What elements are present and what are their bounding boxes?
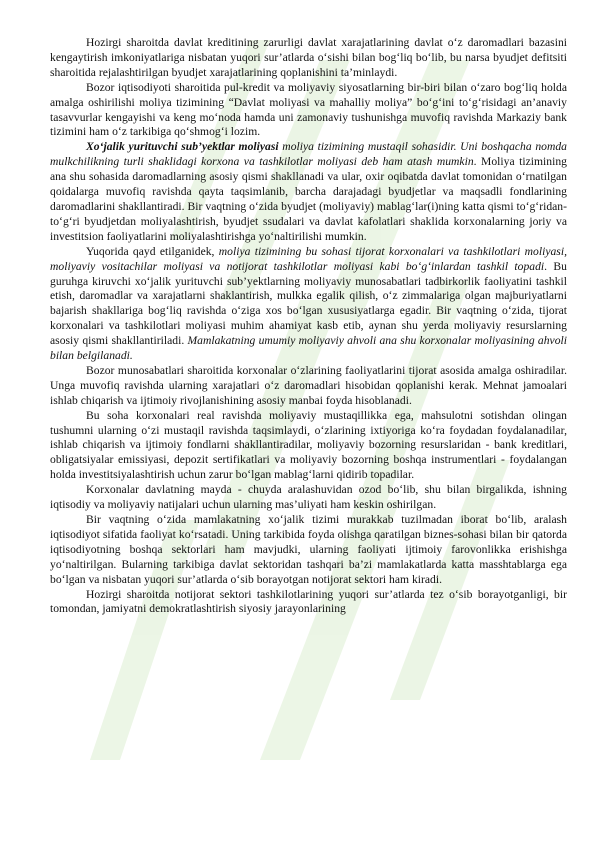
paragraph-9: Hozirgi sharoitda notijorat sektori tashkilotlarining yuqori sur’atlarda tez o‘sib borayotganligi, bir tomondan, jamiyatni demokratlashtirish siyosiy jarayonlarining xyxy=(50,587,567,616)
paragraph-3 xyxy=(50,140,567,244)
paragraph-8: Bir vaqtning o‘zida mamlakatning xo‘jalik tizimi murakkab tuzilmadan iborat bo‘lib, aralash iqtisodiyot sifatida faoliyat ko‘rsatadi. Uning tarkibida foyda olishga qaratilgan biznes-sohasi bilan bir qatorda iqtisodiyotning boshqa sektorlari ham mavjudki, ularning faoliyati ijtimoiy farovonlikka erishishga yo‘naltirilgan. Bularning tarkibiga davlat sektoridan tashqari ba’zi mamlakatlarda katta masshtablarga ega bo‘lgan va nisbatan yuqori sur’atlarda o‘sib borayotgan notijorat sektori ham kiradi. xyxy=(50,513,567,586)
paragraph-1: Hozirgi sharoitda davlat kreditining zarurligi davlat xarajatlarining davlat o‘z daromadlari bazasini kengaytirish imkoniyatlariga nisbatan yuqori sur’atlarda o‘sishi bilan bog‘liq bo‘lib, bu narsa byudjet defitsiti sharoitida rejalashtirilgan byudjet xarajatlarining qoplanishini ta’minlaydi. xyxy=(50,36,567,79)
document-page xyxy=(50,36,567,617)
paragraph-2: Bozor iqtisodiyoti sharoitida pul-kredit va moliyaviy siyosatlarning bir-biri bilan o‘zaro bog‘liq holda amalga oshirilishi moliya tizimining “Davlat moliyasi va mahalliy moliya” bo‘g‘ini to‘g‘risidagi an’anaviy tasavvurlar kengayishi va keng mo‘noda hamda uni zamonaviy tushunishga muvofiq ravishda Markaziy bank tizimini ham o‘z tarkibiga qo‘shmog‘i lozim. xyxy=(50,80,567,139)
paragraph-7: Korxonalar davlatning mayda - chuyda aralashuvidan ozod bo‘lib, shu bilan birgalikda, ishning iqtisodiy va moliyaviy natijalari uchun ularning mas’uliyati ham keskin oshirilgan. xyxy=(50,483,567,512)
paragraph-3-text: . Moliya tizimining ana shu sohasida daromadlarning asosiy qismi shakllanadi va ular, oxir oqibatda davlat tomonidan o‘rnatilgan qoidalarga muvofiq ravishda qayta taqsimlanib, barcha darajadagi byudjetlar va maqsadli fondlarining daromadlarini shakllantiradi. Bir vaqtning o‘zida byudjet (moliyaviy) mablag‘lar(i)ning katta qismi to‘g‘ridan-to‘g‘ri byudjetdan moliyalashtirish, byudjet ssudalari va davlat kafolatlari shaklida korxonalarning joriy va investitsion faoliyatlarini moliyalashtirishga yo‘naltirilishi mumkin. xyxy=(50,155,567,243)
paragraph-4-intro: Yuqorida qayd etilganidek, xyxy=(86,244,219,258)
paragraph-4-text: . Bu guruhga kiruvchi xo‘jalik yurituvchi sub’yektlarning moliyaviy munosabatlari tadbirkorlik faoliyatini tashkil etish, daromadlar va xarajatlarni shaklantirish, mulkka egalik qilish, o‘z zimmalariga olgan majburiyatlarni bajarish shakllariga bog‘liq ravishda o‘ziga xos bo‘lgan xususiyatlarga egadir. Bir vaqtning o‘zida, tijorat korxonalari va tashkilotlari moliyasi muhim ahamiyat kasb etib, aynan shu yerda moliyaviy resurslarning asosiy qismi shakllantiriladi. xyxy=(50,259,567,348)
paragraph-4 xyxy=(50,245,567,364)
paragraph-4-italic-1: moliya tizimining bu sohasi tijorat korxonalari va tashkilotlari moliyasi, moliyaviy vositachilar moliyasi va notijorat tashkilotlar moliyasi kabi bo‘g‘inlardan tashkil topadi xyxy=(50,244,567,273)
paragraph-3-bold-term: Xo‘jalik yurituvchi sub’yektlar moliyasi xyxy=(86,140,279,154)
paragraph-6: Bu soha korxonalari real ravishda moliyaviy mustaqillikka ega, mahsulotni sotishdan olingan tushumni ularning o‘zi mustaqil ravishda taqsimlaydi, o‘zlarining ixtiyoriga ko‘ra foydadan foydalanadilar, ishlab chiqarish va ijtimoiy fondlarni shakllantiradilar, moliyaviy bozorning resurslaridan - bank kreditlari, obligatsiyalar emissiyasi, depozit sertifikatlari va moliyaviy bozorning boshqa instrumentlari - foydalangan holda investitsiyalashtirish uchun zarur bo‘lgan mablag‘larni qidirib topadilar. xyxy=(50,408,567,482)
paragraph-4-italic-2: Mamlakatning umumiy moliyaviy ahvoli ana shu korxonalar moliyasining ahvoli bilan belgilanadi. xyxy=(50,334,567,363)
paragraph-5: Bozor munosabatlari sharoitida korxonalar o‘zlarining faoliyatlarini tijorat asosida amalga oshiradilar. Unga muvofiq ravishda ularning xarajatlari o‘z daromadlari hisobidan qoplanishi kerak. Mehnat jamoalari ishlab chiqarish va ijtimoiy rivojlanishining asosiy manbai foyda hisoblanadi. xyxy=(50,363,567,407)
paragraph-3-italic: moliya tizimining mustaqil sohasidir. Uni boshqacha nomda mulkchilikning turli shaklidagi korxona va tashkilotlar moliyasi deb ham atash mumkin xyxy=(50,140,567,169)
